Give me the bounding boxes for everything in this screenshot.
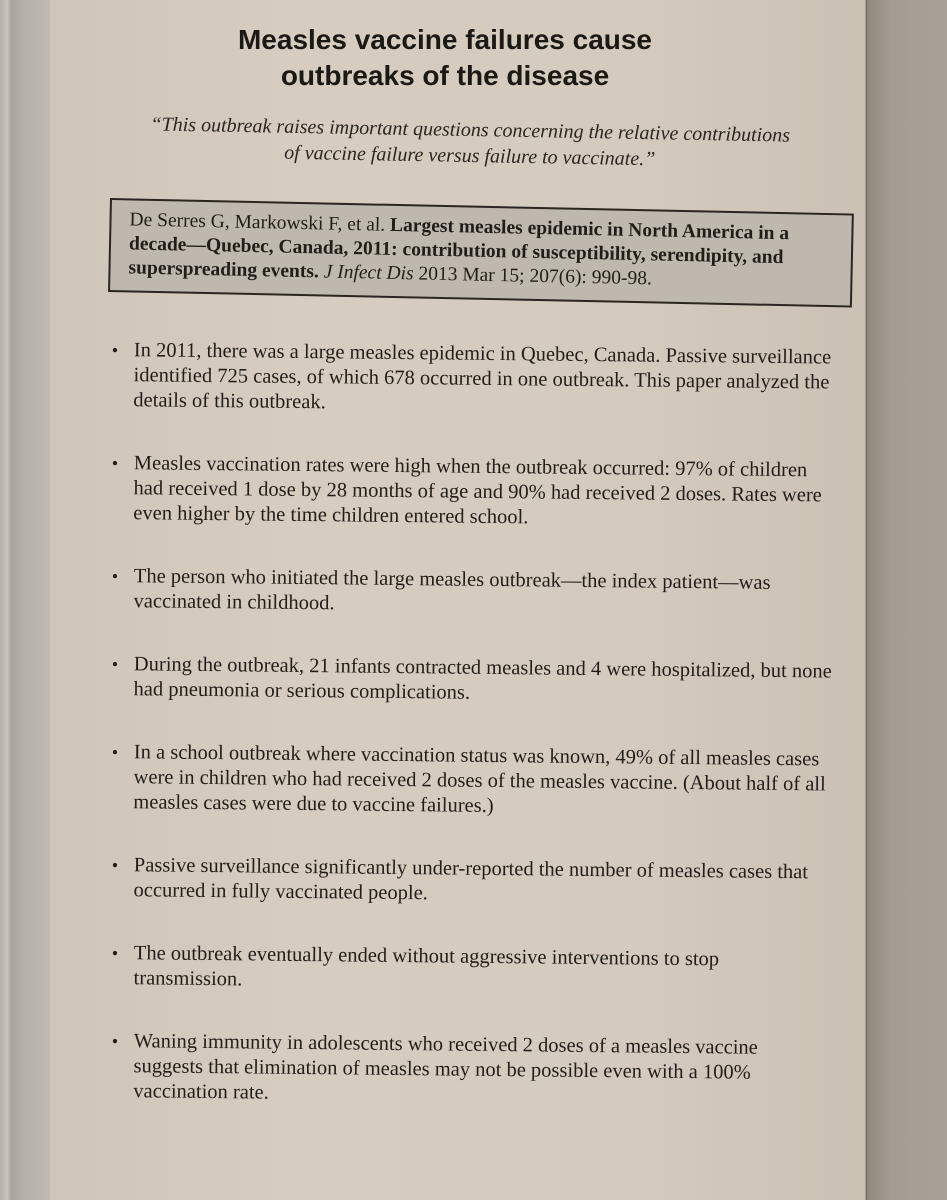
bullet-item xyxy=(111,451,832,534)
bullet-item xyxy=(111,1029,832,1112)
bullet-icon: • xyxy=(111,854,119,876)
bullet-icon: • xyxy=(111,565,119,587)
bullet-icon: • xyxy=(111,653,119,675)
title-line-2: outbreaks of the disease xyxy=(280,60,610,91)
bullet-text: Measles vaccination rates were high when the outbreak occurred: 97% of children had received 1 dose by 28 months of age and 90% had received 2 doses. Rates were even higher by the time children entered school. xyxy=(133,452,822,529)
bullet-text: In 2011, there was a large measles epidemic in Quebec, Canada. Passive surveillance identified 725 cases, of which 678 occurred in one outbreak. This paper analyzed the details of this outbreak. xyxy=(133,339,832,414)
bullet-text: The person who initiated the large measles outbreak—the index patient—was vaccinated in childhood. xyxy=(133,565,771,615)
bullet-list xyxy=(112,338,832,1142)
page-title xyxy=(120,22,770,94)
citation-details: 2013 Mar 15; 207(6): 990-98. xyxy=(418,263,653,290)
bullet-icon: • xyxy=(111,741,119,763)
bullet-icon: • xyxy=(111,452,119,474)
bullet-icon: • xyxy=(111,339,119,361)
bullet-icon: • xyxy=(111,942,119,964)
bullet-item xyxy=(111,853,831,911)
bullet-item xyxy=(111,941,831,999)
citation-authors: De Serres G, Markowski F, et al. xyxy=(129,209,386,236)
bullet-item xyxy=(111,564,831,622)
bullet-item xyxy=(111,338,832,421)
bullet-text: During the outbreak, 21 infants contracted measles and 4 were hospitalized, but none had pneumonia or serious complications. xyxy=(133,653,832,704)
bullet-item xyxy=(111,652,831,710)
citation-box xyxy=(108,198,854,308)
bullet-text: Waning immunity in adolescents who received 2 doses of a measles vaccine suggests that elimination of measles may not be possible even with a 100% vaccination rate. xyxy=(133,1030,758,1104)
citation-journal: J Infect Dis xyxy=(323,261,414,285)
background-surface xyxy=(866,0,947,1200)
bullet-text: The outbreak eventually ended without aggressive interventions to stop transmission. xyxy=(133,942,720,991)
bullet-item xyxy=(111,740,832,823)
bullet-text: Passive surveillance significantly under-reported the number of measles cases that occurred in fully vaccinated people. xyxy=(133,854,809,905)
bullet-icon: • xyxy=(111,1030,119,1052)
bullet-text: In a school outbreak where vaccination status was known, 49% of all measles cases were in children who had received 2 doses of the measles vaccine. (About half of all measles cases were due to vaccine failures.) xyxy=(133,741,826,817)
title-line-1: Measles vaccine failures cause xyxy=(237,24,653,55)
epigraph-quote: “This outbreak raises important questions concerning the relative contributions of vaccine failure versus failure to vaccinate.” xyxy=(150,113,791,171)
citation-article-title: Largest measles epidemic in North America in a decade—Quebec, Canada, 2011: contribution of susceptibility, serendipity, and superspreading events. xyxy=(128,214,790,283)
